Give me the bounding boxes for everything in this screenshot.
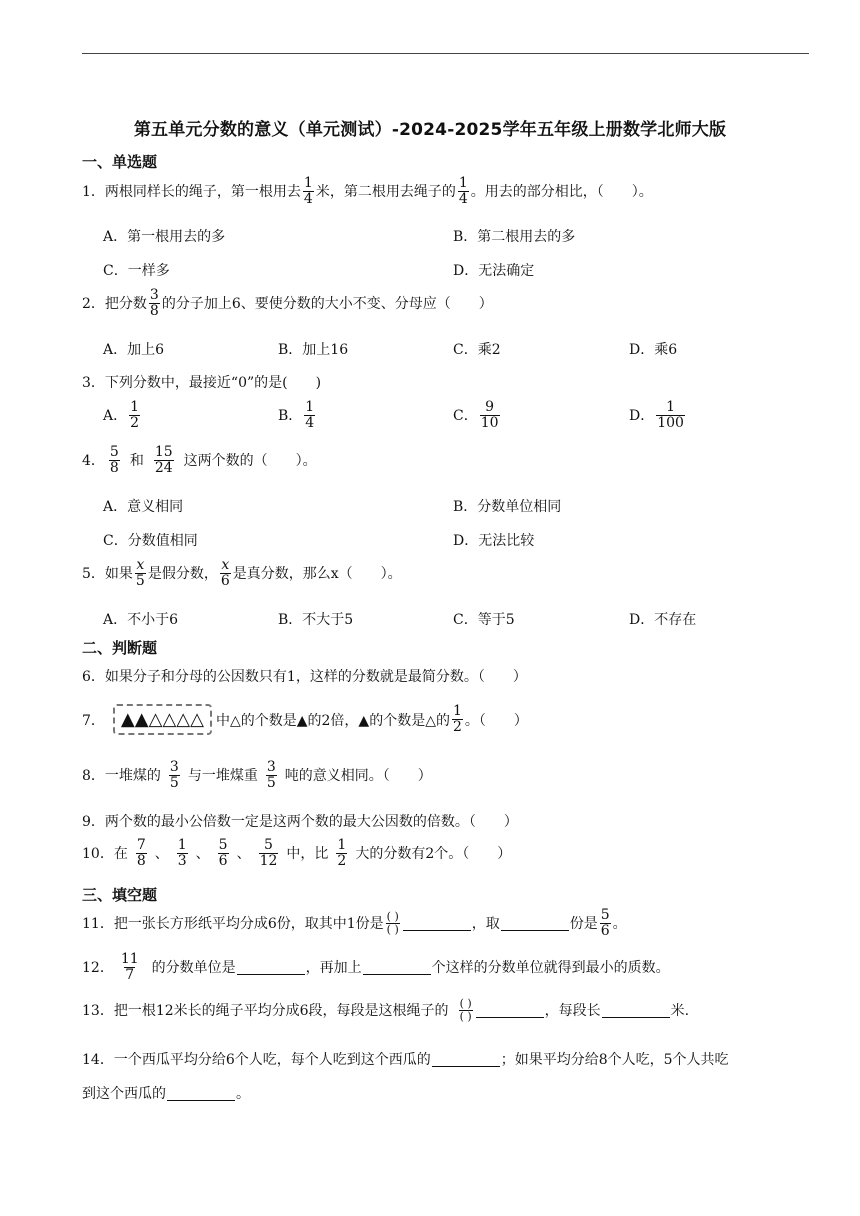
option-d[interactable]: D．乘6	[629, 342, 678, 358]
question-5	[82, 558, 402, 588]
option-b[interactable]: B． $\frac{1}{4}$	[278, 399, 315, 431]
option-d[interactable]: D．无法比较	[453, 533, 535, 549]
question-7	[82, 704, 528, 735]
fraction: $\frac{7}{8}$	[136, 837, 146, 869]
section-heading-single-choice: 一、单选题	[82, 153, 158, 171]
option-d[interactable]: D． $\frac{1}{100}$	[629, 399, 684, 431]
question-text: 如果	[104, 566, 133, 583]
fraction: $\frac{5}{12}$	[259, 837, 278, 869]
question-text: 中△的个数是▲的2倍，▲的个数是△的	[215, 712, 450, 729]
option-b[interactable]: B．第二根用去的多	[453, 229, 576, 245]
question-text: 把一根12米长的绳子平均分成6段，每段是这根绳子的	[113, 1003, 449, 1020]
question-text: 和	[129, 453, 144, 470]
question-text: 把分数	[104, 296, 147, 313]
question-text: 大的分数有2个。（ ）	[355, 846, 512, 863]
question-number: 4．	[82, 453, 105, 470]
question-text: 是假分数，	[147, 566, 218, 583]
question-number: 10．	[82, 846, 114, 863]
option-a[interactable]: A．第一根用去的多	[103, 229, 226, 245]
question-3	[82, 372, 321, 392]
question-text: 的分数单位是	[151, 960, 236, 977]
question-text: 米，第二根用去绳子的	[315, 184, 456, 201]
question-number: 14．	[82, 1052, 114, 1068]
question-8	[82, 760, 432, 790]
question-text: 份是	[569, 916, 598, 933]
fraction: $\frac{9}{10}$	[480, 399, 499, 431]
option-a[interactable]: A．加上6	[103, 342, 165, 358]
option-a[interactable]: A．意义相同	[103, 499, 184, 515]
section-heading-true-false: 二、判断题	[82, 639, 158, 657]
fraction: $\frac{1}{4}$	[458, 175, 468, 207]
question-text: 一堆煤的	[104, 768, 161, 785]
question-text: 两根同样长的绳子，第一根用去	[104, 184, 301, 201]
question-text: 是真分数，那么x（ ）。	[232, 566, 402, 583]
option-b[interactable]: B．不大于5	[278, 612, 354, 628]
fraction: $\frac{1}{100}$	[657, 399, 684, 431]
question-text: 如果分子和分母的公因数只有1，这样的分数就是最简分数。（ ）	[104, 669, 527, 685]
question-text: 吨的意义相同。（ ）	[284, 768, 432, 785]
question-text: 下列分数中，最接近“0”的是( )	[104, 375, 322, 391]
answer-blank[interactable]	[432, 1052, 500, 1067]
fraction: $\frac{3}{5}$	[169, 759, 179, 791]
question-text: 。	[612, 916, 627, 933]
question-text: 在	[113, 846, 128, 863]
fraction-blank[interactable]: $\frac{( )}{( )}$	[459, 997, 472, 1023]
triangle-figure: ▲▲△△△△	[113, 704, 212, 735]
question-number: 12．	[82, 960, 114, 977]
fraction: $\frac{5}{8}$	[109, 444, 119, 476]
question-6	[82, 666, 527, 686]
question-text: 个这样的分数单位就得到最小的质数。	[431, 960, 670, 977]
fraction: $\frac{1}{3}$	[177, 837, 187, 869]
option-d[interactable]: D．不存在	[629, 612, 697, 628]
question-text: 。用去的部分相比，（ ）。	[470, 184, 653, 201]
section-heading-fill-blank: 三、填空题	[82, 886, 158, 904]
question-number: 8．	[82, 768, 105, 785]
answer-blank[interactable]	[602, 1003, 670, 1018]
question-text: 两个数的最小公倍数一定是这两个数的最大公因数的倍数。（ ）	[104, 814, 518, 830]
answer-blank[interactable]	[501, 916, 569, 931]
answer-blank[interactable]	[363, 960, 431, 975]
option-c[interactable]: C．等于5	[453, 612, 515, 628]
question-1	[82, 176, 653, 206]
question-text: ，再加上	[305, 960, 362, 977]
fraction-blank[interactable]: $\frac{( )}{( )}$	[386, 910, 399, 936]
question-text: 与一堆煤重	[187, 768, 258, 785]
fraction: $\frac{11}{7}$	[120, 951, 139, 983]
option-c[interactable]: C．一样多	[103, 263, 170, 279]
option-d[interactable]: D．无法确定	[453, 263, 535, 279]
fraction: $\frac{1}{2}$	[337, 837, 347, 869]
answer-blank[interactable]	[403, 916, 471, 931]
question-number: 6．	[82, 669, 105, 685]
question-text: 。	[236, 1086, 250, 1102]
question-text: ，取	[471, 916, 500, 933]
fraction: $\frac{1}{4}$	[303, 175, 313, 207]
question-text: 到这个西瓜的	[82, 1086, 166, 1102]
question-text: 一个西瓜平均分给6个人吃，每个人吃到这个西瓜的	[113, 1052, 431, 1068]
answer-blank[interactable]	[237, 960, 305, 975]
question-text: ；如果平均分给8个人吃，5个人共吃	[500, 1052, 729, 1068]
answer-blank[interactable]	[476, 1003, 544, 1018]
fraction: $\frac{3}{8}$	[149, 287, 159, 319]
option-c[interactable]: C．分数值相同	[103, 533, 198, 549]
question-number: 2．	[82, 296, 105, 313]
header-rule	[82, 53, 809, 54]
option-b[interactable]: B．加上16	[278, 342, 349, 358]
question-number: 3．	[82, 375, 105, 391]
question-11	[82, 908, 627, 938]
page-title: 第五单元分数的意义（单元测试）-2024-2025学年五年级上册数学北师大版	[133, 120, 727, 140]
question-4	[82, 445, 317, 475]
question-number: 7．	[82, 712, 105, 729]
question-text: 中，比	[286, 846, 329, 863]
option-a[interactable]: A． $\frac{1}{2}$	[103, 399, 140, 431]
question-12	[82, 952, 670, 982]
question-number: 1．	[82, 184, 105, 201]
fraction: $\frac{5}{6}$	[600, 907, 610, 939]
fraction: $\frac{3}{5}$	[266, 759, 276, 791]
question-text: 的分子加上6、要使分数的大小不变、分母应（ ）	[161, 296, 493, 313]
fraction: $\frac{1}{2}$	[130, 399, 140, 431]
option-a[interactable]: A．不小于6	[103, 612, 179, 628]
question-number: 13．	[82, 1003, 114, 1020]
question-text: 把一张长方形纸平均分成6份，取其中1份是	[113, 916, 384, 933]
fraction: $\frac{15}{24}$	[154, 444, 173, 476]
question-9	[82, 811, 518, 831]
question-number: 11．	[82, 916, 114, 933]
question-text: ，每段长	[544, 1003, 601, 1020]
question-number: 9．	[82, 814, 105, 830]
fraction: $\frac{1}{4}$	[305, 399, 315, 431]
question-14-continued	[82, 1083, 250, 1103]
answer-blank[interactable]	[167, 1086, 235, 1101]
fraction: $\frac{1}{2}$	[452, 703, 462, 735]
question-text: 这两个数的（ ）。	[183, 453, 317, 470]
question-13	[82, 998, 689, 1022]
question-number: 5．	[82, 566, 105, 583]
question-text: 米.	[670, 1003, 690, 1020]
fraction: $\frac{x}{5}$	[135, 557, 145, 589]
fraction: $\frac{x}{6}$	[220, 557, 230, 589]
fraction: $\frac{5}{6}$	[218, 837, 228, 869]
question-2	[82, 288, 493, 318]
question-14	[82, 1049, 729, 1069]
option-c[interactable]: C．乘2	[453, 342, 501, 358]
option-b[interactable]: B．分数单位相同	[453, 499, 562, 515]
question-text: 。（ ）	[464, 712, 528, 729]
option-c[interactable]: C． $\frac{9}{10}$	[453, 399, 499, 431]
question-10: 10． 在 $\frac{7}{8}$ 、 $\frac{1}{3}$ 、 $\frac{5}{6}$ 、 $\frac{5}{12}$ 中，比 $\frac{1}{2}$ 大的分数有2个。（ ）	[82, 837, 512, 869]
